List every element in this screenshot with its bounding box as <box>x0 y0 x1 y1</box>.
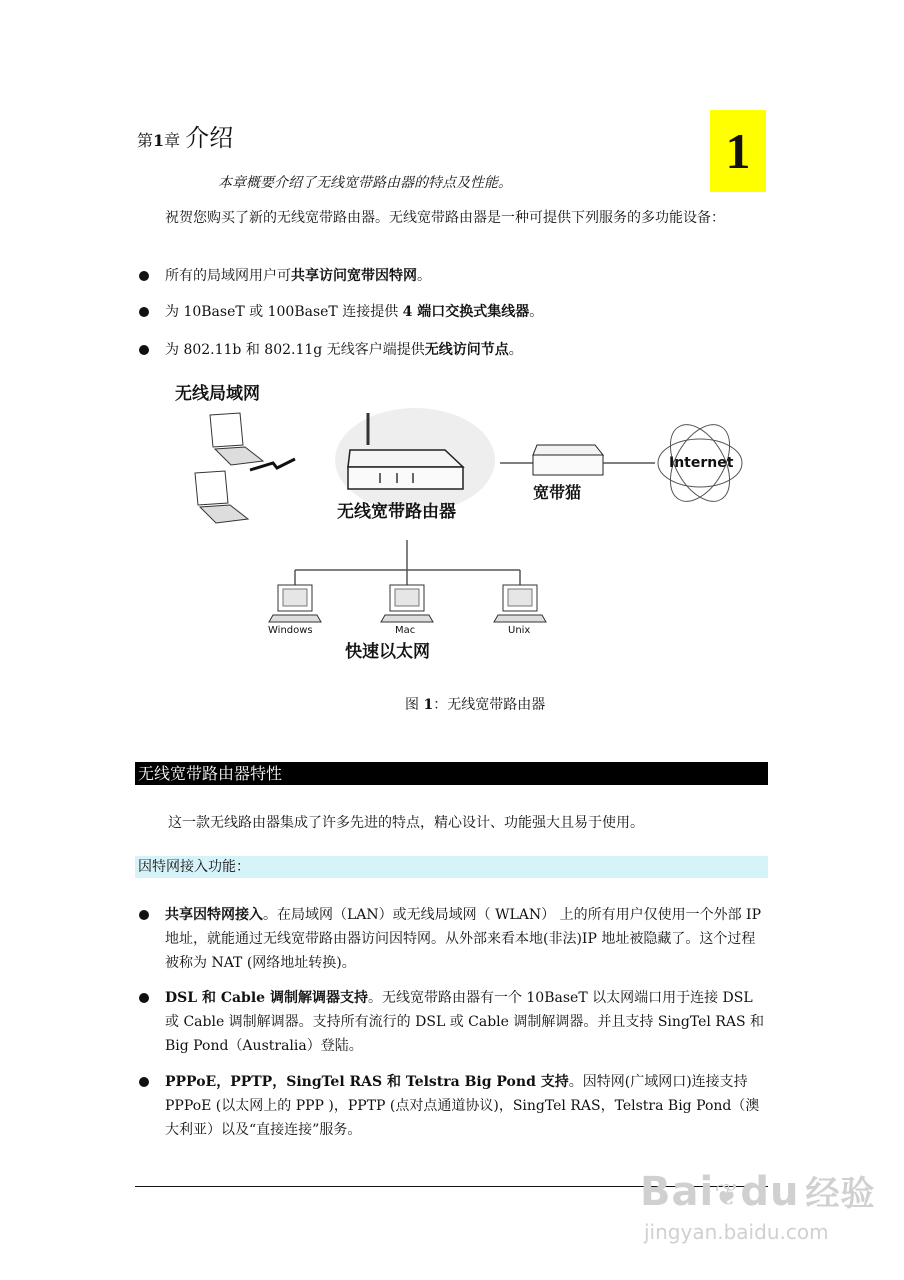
watermark-cn: 经验 <box>805 1174 876 1214</box>
bullet-dot <box>139 345 149 355</box>
bullet-bold: 无线访问节点 <box>424 342 509 358</box>
paw-icon: ❦ <box>714 1178 741 1213</box>
chapter-name: 介绍 <box>185 124 234 152</box>
router-top <box>348 450 463 467</box>
baidu-watermark <box>640 1150 890 1260</box>
modem-label: 宽带猫 <box>533 483 582 502</box>
section-intro: 这一款无线路由器集成了许多先进的特点，精心设计、功能强大且易于使用。 <box>168 815 644 831</box>
caption-prefix: 图 <box>405 697 424 713</box>
lan-label: 快速以太网 <box>345 642 430 662</box>
chapter-title <box>137 118 233 153</box>
bullet-end: 。 <box>529 304 544 320</box>
feature-item <box>137 986 765 1058</box>
router-body <box>348 467 463 489</box>
bullet-bold: 共享访问宽带因特网 <box>291 268 417 284</box>
figure-caption <box>405 694 545 714</box>
chapter-prefix: 第 <box>137 131 154 150</box>
laptop-icon <box>210 413 263 465</box>
feature-item <box>137 1070 765 1142</box>
modem-top <box>533 445 603 455</box>
caption-text: ：无线宽带路由器 <box>433 697 546 713</box>
feature-text: 。无线宽带路由器有一个 10BaseT 以太网端口用于连接 DSL 或 Cable 调制解调器。支持所有流行的 DSL 或 Cable 调制解调器。并且支持 SingTel RAS 和 Big Pond（Australia）登陆。 <box>165 990 765 1054</box>
chapter-number: 1 <box>153 131 165 150</box>
list-item <box>137 264 765 288</box>
intro-paragraph: 祝贺您购买了新的无线宽带路由器。无线宽带路由器是一种可提供下列服务的多功能设备： <box>165 210 725 226</box>
bullet-dot <box>139 271 149 281</box>
feature-item <box>137 903 765 975</box>
bullet-dot <box>139 910 149 920</box>
section-heading: 无线宽带路由器特性 <box>135 762 768 785</box>
bullet-bold: 4 端口交换式集线器 <box>402 304 530 320</box>
bullet-dot <box>139 307 149 317</box>
network-diagram <box>165 375 785 675</box>
desktop-icon <box>381 585 433 622</box>
client-label-mac: Mac <box>395 625 416 636</box>
watermark-url: jingyan.baidu.com <box>644 1220 829 1244</box>
chapter-mid: 章 <box>164 131 186 150</box>
feature-title: 共享因特网接入 <box>165 907 263 923</box>
desktop-icon <box>269 585 321 622</box>
bullet-text: 为 802.11b 和 802.11g 无线客户端提供 <box>165 342 425 358</box>
network-diagram-graphic <box>165 375 785 675</box>
client-label-windows: Windows <box>268 625 313 636</box>
list-item <box>137 338 765 362</box>
modem-icon <box>533 455 603 475</box>
subsection-heading: 因特网接入功能： <box>135 856 768 878</box>
feature-title: PPPoE，PPTP，SingTel RAS 和 Telstra Big Pond 支持 <box>165 1074 569 1090</box>
router-label: 无线宽带路由器 <box>337 502 456 522</box>
client-label-unix: Unix <box>508 625 531 636</box>
wlan-label: 无线局域网 <box>175 384 260 404</box>
watermark-brand-tail: du <box>740 1169 800 1215</box>
bullet-dot <box>139 993 149 1003</box>
laptop-icon <box>195 471 248 523</box>
desktop-icon <box>494 585 546 622</box>
watermark-brand-head: Bai <box>640 1169 715 1215</box>
watermark-brand <box>640 1166 875 1215</box>
bullet-end: 。 <box>508 342 523 358</box>
caption-number: 1 <box>423 697 434 713</box>
feature-title: DSL 和 Cable 调制解调器支持 <box>165 990 368 1006</box>
chapter-badge: 1 <box>710 110 766 192</box>
bullet-text: 为 10BaseT 或 100BaseT 连接提供 <box>165 304 403 320</box>
internet-label: Internet <box>669 455 734 471</box>
bullet-dot <box>139 1077 149 1087</box>
bullet-text: 所有的局域网用户可 <box>165 268 291 284</box>
chapter-summary: 本章概要介绍了无线宽带路由器的特点及性能。 <box>218 175 512 191</box>
bullet-end: 。 <box>417 268 431 284</box>
list-item <box>137 300 765 324</box>
feature-text: 。因特网(广域网口)连接支持 PPPoE (以太网上的 PPP )，PPTP (点对点通道协议)，SingTel RAS，Telstra Big Pond（澳大利亚）以及“直接连接”服务。 <box>165 1074 760 1138</box>
feature-text: 。在局域网（LAN）或无线局域网（ WLAN） 上的所有用户仅使用一个外部 IP 地址，就能通过无线宽带路由器访问因特网。从外部来看本地(非法)IP 地址被隐藏了。这个过程被称为 NAT (网络地址转换)。 <box>165 907 762 971</box>
